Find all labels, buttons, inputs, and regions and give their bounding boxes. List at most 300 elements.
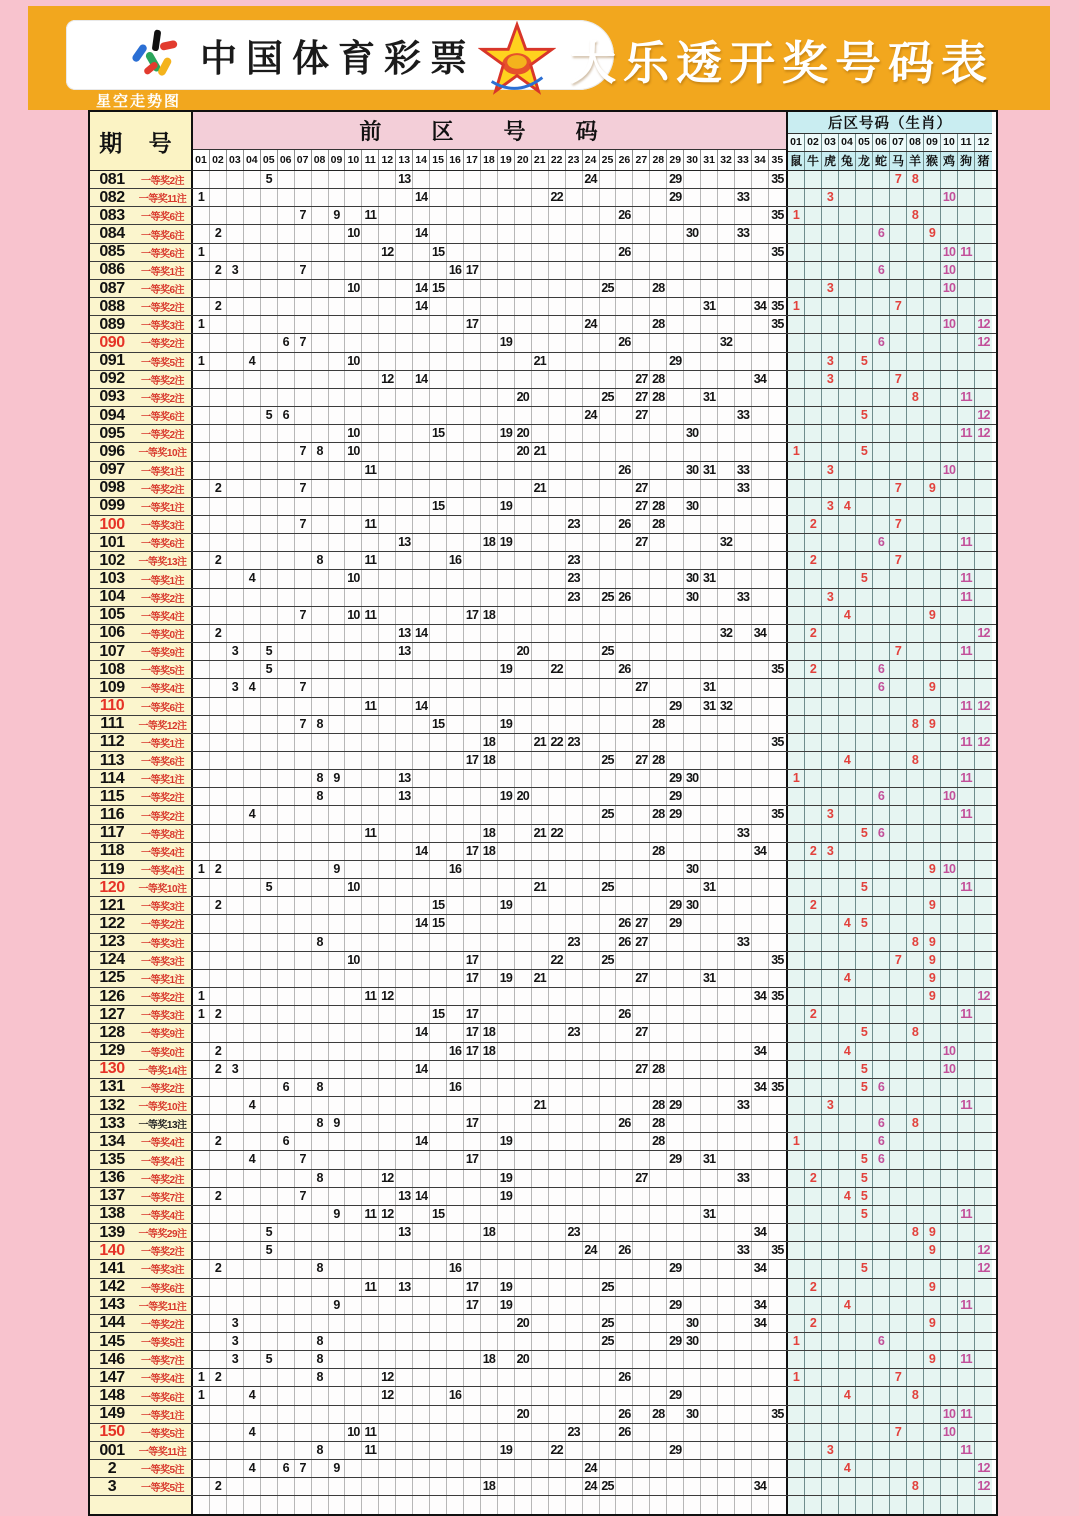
front-cell [583,1260,600,1277]
front-cell [227,353,244,370]
front-cell: 13 [396,625,413,642]
back-cell [873,643,890,660]
front-cell [583,225,600,242]
front-cell [481,1170,498,1187]
back-cell [856,770,873,787]
front-cell [329,752,346,769]
back-cell [958,353,975,370]
front-cell [583,1333,600,1350]
back-cell [890,280,907,297]
front-cell [532,1133,549,1150]
front-cell: 7 [295,1151,312,1168]
front-cell [312,988,329,1005]
front-cell [566,752,583,769]
front-cell [735,843,752,860]
front-cell [701,353,718,370]
front-cell [261,698,278,715]
back-col-label: 08 [907,134,924,151]
back-cell [788,1279,805,1296]
back-cell [822,1279,839,1296]
front-cell [532,1024,549,1041]
front-cell [227,480,244,497]
front-cell [600,625,617,642]
front-cell [362,316,379,333]
back-cell [924,643,941,660]
period-number: 150 [99,1423,125,1441]
front-cell [752,1061,769,1078]
front-cell [278,1315,295,1332]
front-cell [650,1006,667,1023]
back-cell [805,1496,822,1513]
back-col-label: 11 [958,134,975,151]
front-cell: 24 [583,171,600,188]
front-cell: 19 [498,1170,515,1187]
front-cell [312,879,329,896]
front-cell [650,244,667,261]
front-cell [379,788,396,805]
front-cell [278,806,295,823]
front-cell [532,988,549,1005]
front-cell: 2 [210,225,227,242]
front-cell [329,806,346,823]
front-cell [379,389,396,406]
front-cell [193,480,210,497]
front-cell [735,1315,752,1332]
front-cell [650,1151,667,1168]
front-cell [752,1133,769,1150]
front-cell: 10 [345,443,362,460]
back-zone [788,770,992,787]
back-cell [907,770,924,787]
back-cell [941,1442,958,1459]
front-cell [667,934,684,951]
front-cell [413,1206,430,1223]
front-cell [616,1351,633,1368]
front-cell [379,1260,396,1277]
front-cell [701,516,718,533]
prize-label: 一等奖5注 [140,1483,185,1495]
period-cell [90,1188,193,1205]
period-number: 113 [99,752,125,769]
front-cell [701,334,718,351]
front-cell: 35 [771,734,784,749]
front-cell: 33 [735,225,752,242]
front-cell [532,244,549,261]
back-cell [958,1224,975,1241]
front-cell [583,1279,600,1296]
front-cell [549,861,566,878]
front-cell [396,225,413,242]
front-cell [752,207,769,224]
front-cell [752,171,769,188]
back-cell [941,389,958,406]
front-cell: 23 [566,1224,583,1241]
back-cell [890,1387,907,1404]
table-row [90,788,996,806]
front-cell [193,698,210,715]
front-cell [769,389,786,406]
back-cell [907,1406,924,1423]
front-cell: 17 [464,752,481,769]
prize-label: 一等奖2注 [140,1174,185,1186]
front-cell [616,1442,633,1459]
back-cell [924,625,941,642]
back-col-label: 02 [805,134,822,151]
back-cell [873,1460,890,1477]
period-cell [90,1224,193,1241]
back-cell [839,1242,856,1259]
back-cell [890,1061,907,1078]
front-cell [362,752,379,769]
front-col-label: 16 [447,150,464,170]
back-cell [924,1133,941,1150]
front-cell [379,280,396,297]
front-cell [362,1478,379,1495]
front-cell: 25 [600,806,617,823]
back-zone [788,443,992,460]
front-zone [193,516,788,533]
front-cell [312,1133,329,1150]
back-cell [907,462,924,479]
front-cell [600,1242,617,1259]
front-cell [566,1460,583,1477]
back-cell [907,1260,924,1277]
zodiac-label: 鸡 [941,152,958,170]
front-cell [701,1333,718,1350]
front-cell [718,1442,735,1459]
front-cell: 1 [193,1006,210,1023]
front-cell [701,371,718,388]
front-cell [193,225,210,242]
front-cell: 23 [566,589,583,606]
front-cell [362,1115,379,1132]
period-cell [90,897,193,914]
front-cell [515,552,532,569]
front-cell [312,806,329,823]
back-cell [890,752,907,769]
front-cell [379,752,396,769]
front-cell: 6 [278,1133,295,1150]
period-number: 108 [99,661,125,678]
back-cell [788,1006,805,1023]
front-cell [193,1043,210,1060]
front-cell [650,425,667,442]
front-cell [583,879,600,896]
back-cell [839,225,856,242]
front-cell [362,1387,379,1404]
front-cell [752,244,769,261]
period-number: 142 [99,1278,125,1296]
front-cell [193,171,210,188]
front-cell [278,970,295,987]
front-cell [549,443,566,460]
front-cell [261,280,278,297]
back-cell [941,806,958,823]
front-cell [684,788,701,805]
back-cell [822,1333,839,1350]
front-cell [430,734,447,751]
front-cell [481,443,498,460]
front-cell [210,244,227,261]
back-cell [822,407,839,424]
front-cell [329,1424,346,1441]
front-cell [600,1387,617,1404]
back-cell [958,934,975,951]
front-cell [718,770,735,787]
front-zone [193,1424,788,1441]
front-cell [464,298,481,315]
front-cell [769,679,786,696]
front-cell [735,516,752,533]
front-cell [616,1460,633,1477]
front-cell [701,225,718,242]
back-cell [890,1097,907,1114]
prize-label: 一等奖2注 [140,993,185,1005]
front-cell [684,1297,701,1314]
back-cell: 10 [941,244,958,261]
back-cell [805,589,822,606]
front-cell [566,679,583,696]
front-cell [312,1387,329,1404]
front-cell [769,825,786,842]
front-cell: 8 [312,934,329,951]
front-cell [650,1043,667,1060]
front-cell [583,934,600,951]
front-cell [515,1478,532,1495]
period-cell [90,570,193,587]
front-cell [616,1188,633,1205]
front-cell [329,1043,346,1060]
front-cell [616,1478,633,1495]
front-cell [413,661,430,678]
front-cell [684,1369,701,1386]
front-cell: 7 [295,334,312,351]
front-cell [464,934,481,951]
front-cell [244,1224,261,1241]
front-cell [362,1369,379,1386]
table-row [90,770,996,788]
table-row [90,679,996,697]
front-cell [650,934,667,951]
back-cell [907,298,924,315]
prize-label: 一等奖2注 [140,593,185,605]
front-cell [616,1206,633,1223]
front-cell [650,970,667,987]
front-cell [329,734,346,751]
back-cell [822,698,839,715]
back-cell [941,407,958,424]
front-cell [769,843,786,860]
back-cell [890,498,907,515]
front-cell [532,298,549,315]
front-cell: 29 [667,1297,684,1314]
front-cell [329,316,346,333]
table-row [90,280,996,298]
front-cell [447,1024,464,1041]
front-cell: 10 [345,1424,362,1441]
front-cell [650,207,667,224]
table-row [90,371,996,389]
back-cell [856,589,873,606]
front-cell [718,462,735,479]
front-cell [701,1097,718,1114]
front-cell [447,244,464,261]
table-row [90,661,996,679]
front-cell [701,534,718,551]
back-cell [856,897,873,914]
front-cell [515,607,532,624]
back-cell [788,1496,805,1513]
back-cell [822,1496,839,1513]
front-cell [481,1079,498,1096]
front-cell [583,334,600,351]
front-cell [667,879,684,896]
front-cell [684,1442,701,1459]
back-cell [958,1496,975,1513]
back-cell: 7 [890,480,907,497]
front-cell [752,698,769,715]
table-row [90,825,996,843]
back-cell: 7 [890,171,907,188]
front-cell [566,1315,583,1332]
period-cell [90,353,193,370]
front-cell [667,589,684,606]
front-zone [193,262,788,279]
back-cell [975,679,992,696]
front-cell [752,1206,769,1223]
front-cell: 17 [464,262,481,279]
front-col-label: 11 [362,150,379,170]
front-cell [718,843,735,860]
table-row [90,934,996,952]
front-cell: 21 [532,970,549,987]
period-cell [90,480,193,497]
front-cell [701,643,718,660]
prize-label: 一等奖6注 [140,412,185,424]
back-cell [873,407,890,424]
front-cell [752,425,769,442]
back-cell [890,1043,907,1060]
front-cell [566,788,583,805]
front-cell: 16 [447,861,464,878]
table-row [90,353,996,371]
back-zone [788,480,992,497]
table-row [90,407,996,425]
front-cell: 13 [396,788,413,805]
front-cell [498,443,515,460]
front-cell [379,225,396,242]
front-cell [583,607,600,624]
front-cell [244,1351,261,1368]
front-cell [312,607,329,624]
front-cell [244,298,261,315]
front-cell [650,1387,667,1404]
back-cell [890,1188,907,1205]
front-cell [244,716,261,733]
table-row [90,171,996,189]
front-cell [379,498,396,515]
back-zone [788,389,992,406]
period-cell [90,498,193,515]
front-cell [244,1206,261,1223]
front-cell [735,207,752,224]
front-cell [532,425,549,442]
back-cell [958,625,975,642]
front-cell [227,244,244,261]
front-cell: 2 [210,1043,227,1060]
front-cell [210,207,227,224]
back-cell [890,625,907,642]
front-cell [345,1097,362,1114]
front-cell [295,643,312,660]
back-cell [941,915,958,932]
front-cell [752,970,769,987]
front-cell [278,1297,295,1314]
front-cell [616,1133,633,1150]
front-cell [650,534,667,551]
front-cell: 7 [295,207,312,224]
period-cell [90,679,193,696]
front-cell [379,970,396,987]
front-cell [362,570,379,587]
front-cell [210,1496,227,1513]
back-cell [958,679,975,696]
front-cell [278,225,295,242]
front-cell [566,280,583,297]
front-cell [193,534,210,551]
front-cell [278,1206,295,1223]
front-cell [701,897,718,914]
front-cell [633,734,650,751]
front-cell [413,407,430,424]
front-cell [583,1043,600,1060]
front-cell [227,1170,244,1187]
front-cell [633,1406,650,1423]
front-cell [227,225,244,242]
front-cell [701,915,718,932]
period-number: 135 [99,1151,125,1169]
back-cell [958,1242,975,1259]
front-cell [769,353,786,370]
front-cell [312,1024,329,1041]
back-zone [788,607,992,624]
back-cell [907,425,924,442]
front-cell [362,1242,379,1259]
front-cell [261,988,278,1005]
front-cell [735,1079,752,1096]
front-cell [345,1133,362,1150]
front-cell [244,1170,261,1187]
table-row [90,988,996,1006]
back-cell [788,806,805,823]
back-cell [873,425,890,442]
front-cell [278,1478,295,1495]
front-cell: 17 [464,952,481,969]
front-cell [718,1224,735,1241]
front-cell [616,843,633,860]
back-cell [941,952,958,969]
front-cell [481,1133,498,1150]
front-cell [583,1315,600,1332]
front-cell: 17 [464,970,481,987]
front-cell: 18 [481,752,498,769]
front-cell: 7 [295,480,312,497]
front-cell [549,1460,566,1477]
front-cell [633,1333,650,1350]
front-cell [498,1151,515,1168]
front-cell: 21 [532,879,549,896]
back-zone [788,952,992,969]
